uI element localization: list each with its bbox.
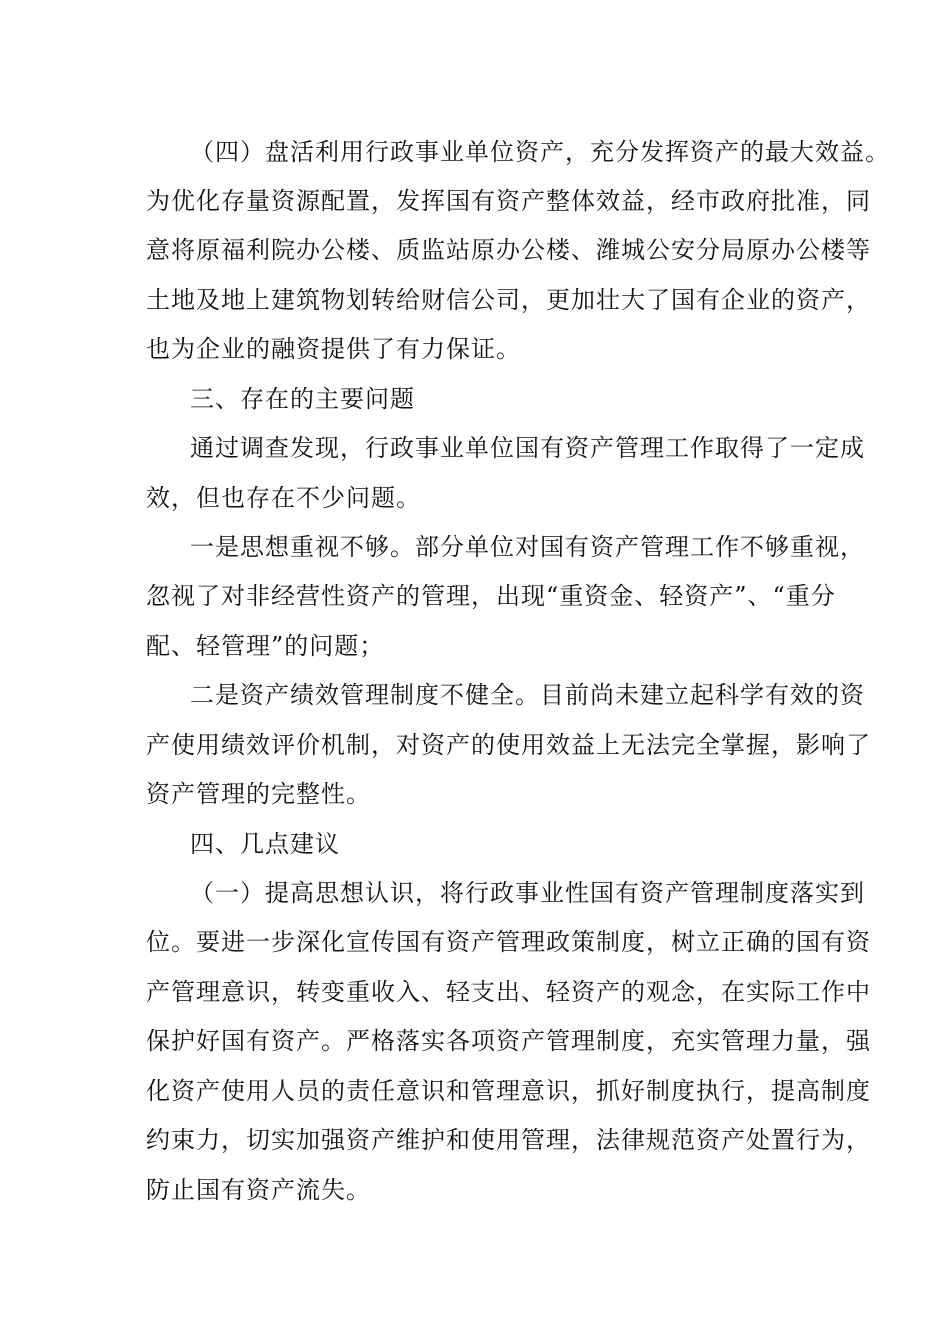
text-line: 产管理意识，转变重收入、轻支出、轻资产的观念，在实际工作中: [146, 978, 871, 1006]
text-line: 意将原福利院办公楼、质监站原办公楼、潍城公安分局原办公楼等: [146, 236, 871, 264]
text-line: （四）盘活利用行政事业单位资产，充分发挥资产的最大效益。: [190, 138, 890, 166]
text-line: 资产管理的完整性。: [146, 780, 371, 808]
section-heading: 四、几点建议: [190, 830, 340, 858]
text-line: （一）提高思想认识，将行政事业性国有资产管理制度落实到: [190, 879, 865, 907]
text-line: 位。要进一步深化宣传国有资产管理政策制度，树立正确的国有资: [146, 928, 871, 956]
text-line: 配、轻管理”的问题；: [146, 632, 385, 660]
text-line: 为优化存量资源配置，发挥国有资产整体效益，经市政府批准，同: [146, 187, 871, 215]
text-line: 忽视了对非经营性资产的管理，出现“重资金、轻资产”、“重分: [146, 582, 836, 610]
text-line: 通过调查发现，行政事业单位国有资产管理工作取得了一定成: [190, 434, 865, 462]
text-line: 约束力，切实加强资产维护和使用管理，法律规范资产处置行为，: [146, 1126, 871, 1154]
text-line: 保护好国有资产。严格落实各项资产管理制度，充实管理力量，强: [146, 1027, 871, 1055]
text-line: 土地及地上建筑物划转给财信公司，更加壮大了国有企业的资产，: [146, 286, 871, 314]
text-line: 二是资产绩效管理制度不健全。目前尚未建立起科学有效的资: [190, 681, 865, 709]
text-line: 化资产使用人员的责任意识和管理意识，抓好制度执行，提高制度: [146, 1077, 871, 1105]
text-line: 一是思想重视不够。部分单位对国有资产管理工作不够重视，: [190, 533, 865, 561]
text-line: 也为企业的融资提供了有力保证。: [146, 335, 521, 363]
section-heading: 三、存在的主要问题: [190, 385, 415, 413]
text-line: 防止国有资产流失。: [146, 1176, 371, 1204]
text-line: 效，但也存在不少问题。: [146, 484, 421, 512]
text-line: 产使用绩效评价机制，对资产的使用效益上无法完全掌握，影响了: [146, 731, 871, 759]
